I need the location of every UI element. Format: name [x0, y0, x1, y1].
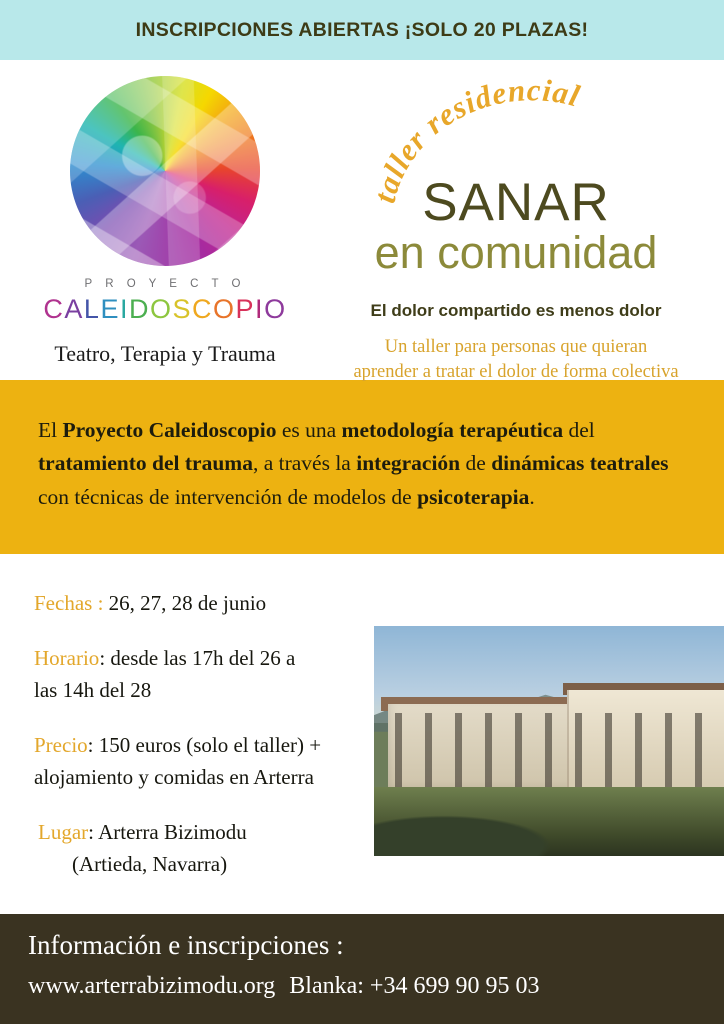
detail-value-line2: (Artieda, Navarra) [72, 851, 228, 876]
photo-windows [395, 713, 703, 787]
intro-seg: , a través la [252, 451, 357, 476]
intro-seg: El [38, 418, 63, 442]
intro-seg-bold: tratamiento del trauma [38, 451, 253, 476]
detail-label: Lugar [38, 820, 89, 845]
intro-seg-bold: Proyecto Caleidoscopio [62, 418, 277, 442]
logo-column [0, 60, 330, 380]
detail-value: Arterra Bizimodu [98, 820, 247, 845]
intro-seg-bold: integración [356, 451, 461, 476]
header-section [0, 60, 724, 380]
intro-seg: . [529, 484, 535, 509]
subtitle-bold: El dolor compartido es menos dolor [370, 301, 662, 320]
detail-separator: : [88, 820, 99, 845]
footer-phone[interactable]: +34 699 90 95 03 [369, 973, 540, 999]
footer-website-link[interactable]: www.arterrabizimodu.org [28, 973, 276, 999]
details-list [34, 588, 384, 905]
detail-row-horario [34, 643, 384, 706]
intro-seg: es una [276, 418, 342, 442]
footer-contact-name: Blanka: [289, 973, 364, 999]
intro-seg-bold: dinámicas teatrales [491, 451, 669, 476]
title-column [330, 60, 724, 380]
detail-label: Horario [34, 646, 100, 671]
top-banner-text: INSCRIPCIONES ABIERTAS ¡SOLO 20 PLAZAS! [135, 18, 589, 41]
detail-row-lugar [34, 817, 384, 880]
main-title-line1: SANAR [422, 173, 610, 232]
detail-value: 150 euros (solo el taller) + [98, 733, 322, 758]
details-section [0, 554, 724, 919]
intro-seg: del [563, 418, 595, 442]
detail-value: desde las 17h del 26 a [110, 646, 296, 671]
kaleidoscope-circle-icon [70, 76, 260, 266]
subtitle-gold-line2: aprender a tratar el dolor de forma colectiva [353, 361, 679, 382]
intro-seg-bold: psicoterapia [417, 484, 530, 509]
detail-separator: : [87, 733, 99, 758]
subtitle-gold-line1: Un taller para personas que quieran [384, 337, 648, 357]
detail-value: 26, 27, 28 de junio [108, 590, 267, 615]
detail-separator: : [92, 590, 109, 615]
intro-paragraph [38, 414, 686, 514]
footer-contact-line [28, 973, 696, 1000]
intro-seg: de [460, 451, 492, 476]
detail-row-precio [34, 730, 384, 793]
detail-value-line2: alojamiento y comidas en Arterra [34, 764, 314, 789]
detail-label: Fechas [34, 590, 93, 615]
intro-seg-bold: metodología terapéutica [341, 418, 564, 442]
brand-block [43, 278, 286, 367]
building-photo [374, 626, 724, 856]
detail-row-fechas [34, 588, 384, 620]
top-banner [0, 0, 724, 60]
svg-text:taller residencial [367, 72, 584, 206]
arc-text-taller-residencial [366, 72, 682, 228]
detail-label: Precio [34, 733, 88, 758]
subtitle-gold [330, 335, 702, 385]
photo-bush [374, 810, 570, 856]
detail-separator: : [99, 646, 111, 671]
intro-band [0, 380, 724, 554]
detail-value-line2: las 14h del 28 [34, 677, 152, 702]
footer-title: Información e inscripciones : [28, 930, 344, 960]
intro-seg: con técnicas de intervención de modelos de [38, 484, 418, 509]
brand-eyebrow: P R O Y E C T O [84, 278, 246, 290]
main-title-line2: en comunidad [374, 227, 658, 278]
brand-name: CALEIDOSCOPIO [43, 294, 287, 324]
footer-section [0, 914, 724, 1024]
brand-tagline: Teatro, Terapia y Trauma [54, 341, 276, 366]
arc-text: taller residencial [366, 72, 585, 207]
